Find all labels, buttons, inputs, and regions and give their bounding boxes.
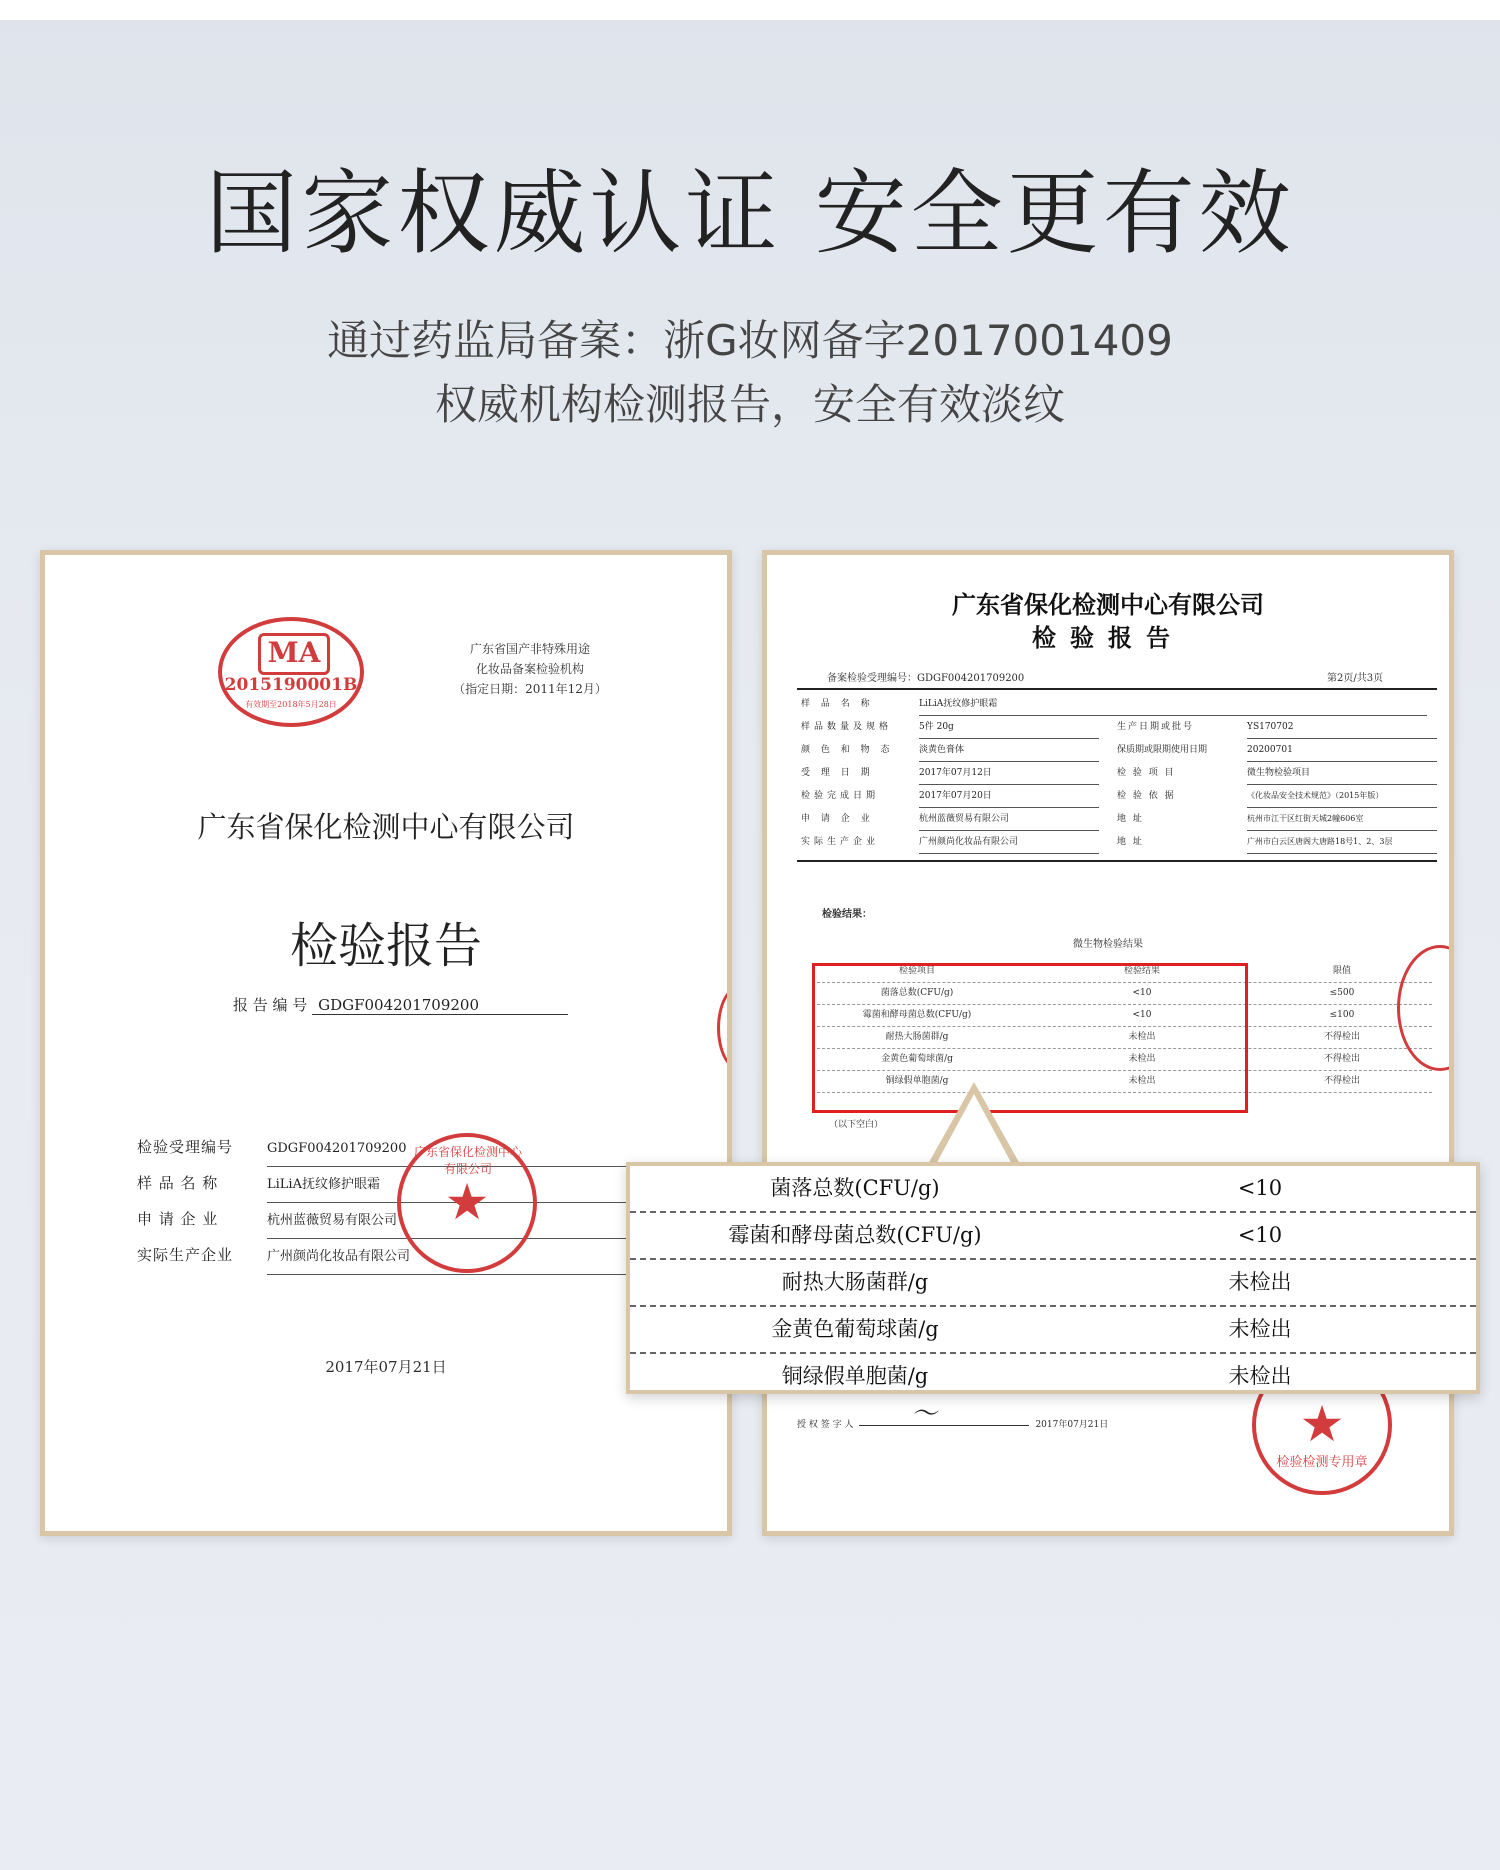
signer-label: 授 权 签 字 人 — [797, 1420, 854, 1430]
cover-field-row: 申 请 企 业 杭州蓝薇贸易有限公司 — [137, 1202, 637, 1238]
top-white-strip — [0, 0, 1500, 20]
acceptance-number: 备案检验受理编号：GDGF004201709200 — [827, 673, 1025, 684]
page-indicator: 第2页/共3页 — [1327, 673, 1384, 684]
header-rule — [797, 688, 1437, 690]
report-number-label: 报 告 编 号 — [233, 996, 308, 1014]
results-title: 检验报告 — [1032, 623, 1184, 652]
table-row: 实际生产企业 广州颜尚化妆品有限公司 地 址 广州市白云区唐阁大唐路18号1、2、3层 — [797, 831, 1437, 854]
inspection-seal-text: 检验检测专用章 — [1276, 1455, 1368, 1470]
authorized-signer — [797, 1417, 1108, 1430]
table-bottom-rule — [797, 860, 1437, 862]
signer-date: 2017年07月21日 — [1035, 1420, 1109, 1430]
zoom-row: 霉菌和酵母菌总数(CFU/g) <10 — [630, 1213, 1476, 1260]
cover-seal-text: 广东省保化检测中心有限公司 — [413, 1145, 522, 1176]
table-row: 颜 色 和 物 态 淡黄色膏体 保质期或限期使用日期 20200701 — [797, 739, 1437, 762]
subtitle-report: 权威机构检测报告，安全有效淡纹 — [434, 380, 1065, 429]
zoom-row: 金黄色葡萄球菌/g 未检出 — [630, 1307, 1476, 1354]
table-row: 耐热大肠菌群/g 未检出 不得检出 — [812, 1027, 1432, 1049]
seal-star-icon: ★ — [444, 1173, 490, 1231]
micro-results-title: 微生物检验结果 — [1073, 939, 1143, 950]
report-number — [233, 994, 568, 1015]
cover-title: 检验报告 — [289, 918, 482, 974]
zoom-row: 铜绿假单胞菌/g 未检出 — [781, 1364, 1292, 1388]
callout-pointer-fill — [935, 1094, 1013, 1166]
results-label: 检验结果： — [822, 909, 872, 920]
cover-date: 2017年07月21日 — [325, 1358, 447, 1376]
table-row: 霉菌和酵母菌总数(CFU/g) <10 ≤100 — [812, 1005, 1432, 1027]
table-row: 受 理 日 期 2017年07月12日 检 验 项 目 微生物检验项目 — [797, 762, 1437, 785]
table-row: 样 品 名 称 LiLiA抚纹修护眼霜 — [797, 693, 1437, 716]
cover-official-seal — [397, 1133, 537, 1273]
seal-star-icon: ★ — [1299, 1395, 1345, 1453]
cover-field-row: 样 品 名 称 LiLiA抚纹修护眼霜 — [137, 1166, 637, 1202]
cover-company-name: 广东省保化检测中心有限公司 — [197, 810, 575, 844]
cma-mark: MA — [258, 633, 330, 675]
report-number-value: GDGF004201709200 — [312, 996, 568, 1015]
zoom-row: 菌落总数(CFU/g) <10 — [630, 1166, 1476, 1213]
page-headline: 国家权威认证 安全更有效 — [205, 160, 1295, 267]
organization-note: 广东省国产非特殊用途 化妆品备案检验机构 （指定日期：2011年12月） — [453, 642, 607, 696]
table-row: 菌落总数(CFU/g) <10 ≤500 — [812, 983, 1432, 1005]
cover-field-row: 实际生产企业 广州颜尚化妆品有限公司 — [137, 1238, 637, 1274]
table-row: 申 请 企 业 杭州蓝薇贸易有限公司 地 址 杭州市江干区红街天城2幢606室 — [797, 808, 1437, 831]
table-row: 样品数量及规格 5件 20g 生产日期或批号 YS170702 — [797, 716, 1437, 739]
cma-number: 2015190001B — [224, 675, 358, 695]
signature-mark: 〜 — [911, 1399, 938, 1429]
highlight-box — [812, 963, 1248, 1113]
table-header-row: 检验项目 检验结果 限值 — [812, 961, 1432, 983]
zoomed-results-callout — [626, 1162, 1480, 1394]
cma-stamp — [218, 617, 364, 727]
blank-note: （以下空白） — [829, 1120, 884, 1130]
edge-seal-fragment — [717, 985, 732, 1071]
cover-field-row: 检验受理编号 GDGF004201709200 — [137, 1130, 637, 1166]
results-company-name: 广东省保化检测中心有限公司 — [952, 590, 1264, 619]
cover-fields — [137, 1130, 637, 1274]
sample-info-table — [797, 693, 1437, 854]
table-row: 检验完成日期 2017年07月20日 检 验 依 据 《化妆品安全技术规范》（2015年版） — [797, 785, 1437, 808]
cma-validity: 有效期至2018年5月28日 — [245, 700, 337, 709]
table-row: 金黄色葡萄球菌/g 未检出 不得检出 — [812, 1049, 1432, 1071]
zoom-row: 耐热大肠菌群/g 未检出 — [630, 1260, 1476, 1307]
subtitle-filing: 通过药监局备案：浙G妆网备字2017001409 — [327, 316, 1173, 365]
table-row: 铜绿假单胞菌/g 未检出 不得检出 — [812, 1071, 1432, 1093]
